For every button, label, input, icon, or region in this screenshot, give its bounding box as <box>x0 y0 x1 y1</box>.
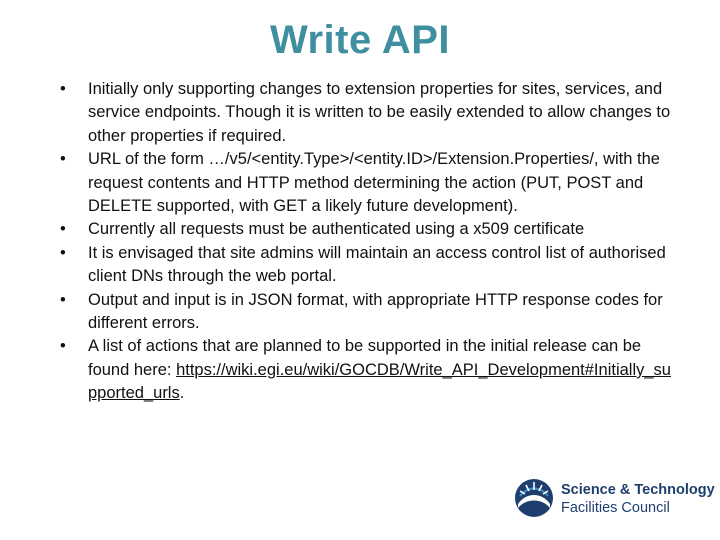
bullet-item <box>58 148 678 218</box>
logo-line1: Science & Technology <box>561 482 715 498</box>
bullet-dot-icon: • <box>60 243 66 262</box>
slide-title: Write API <box>269 18 451 62</box>
link-suffix: . <box>179 384 185 403</box>
bullet-dot-icon: • <box>60 80 66 98</box>
bullet-text: Initially only supporting changes to extension properties for sites, services, and service endpoints. Though it is written to be easily extended to allow changes to other properties if required. <box>88 80 671 145</box>
logo-line2: Facilities Council <box>561 500 670 516</box>
bullet-text: It is envisaged that site admins will maintain an access control list of authorised client DNs through the web portal. <box>88 243 666 286</box>
bullet-dot-icon: • <box>60 150 66 169</box>
bullet-dot-icon: • <box>60 337 66 356</box>
stfc-logo <box>514 478 715 524</box>
bullet-item <box>58 335 678 405</box>
bullet-text: URL of the form …/v5/<entity.Type>/<entity.ID>/Extension.Properties/, with the request contents and HTTP method determining the action (PUT, POST and DELETE supported, with GET a likely future development). <box>88 150 660 216</box>
bullet-dot-icon: • <box>60 290 66 309</box>
bullet-item <box>58 78 678 148</box>
bullet-list <box>58 78 678 406</box>
bullet-dot-icon: • <box>60 220 66 239</box>
bullet-text: A list of actions that are planned to be supported in the initial release can be found here: <box>88 337 642 379</box>
wiki-link[interactable]: https://wiki.egi.eu/wiki/GOCDB/Write_API_Development#Initially_supported_urls <box>88 360 671 403</box>
bullet-item <box>58 289 678 336</box>
stfc-globe-icon <box>514 478 554 518</box>
bullet-text: Currently all requests must be authenticated using a x509 certificate <box>88 220 585 239</box>
bullet-item <box>58 242 678 289</box>
bullet-text: Output and input is in JSON format, with appropriate HTTP response codes for different errors. <box>88 290 663 333</box>
bullet-item <box>58 218 678 241</box>
